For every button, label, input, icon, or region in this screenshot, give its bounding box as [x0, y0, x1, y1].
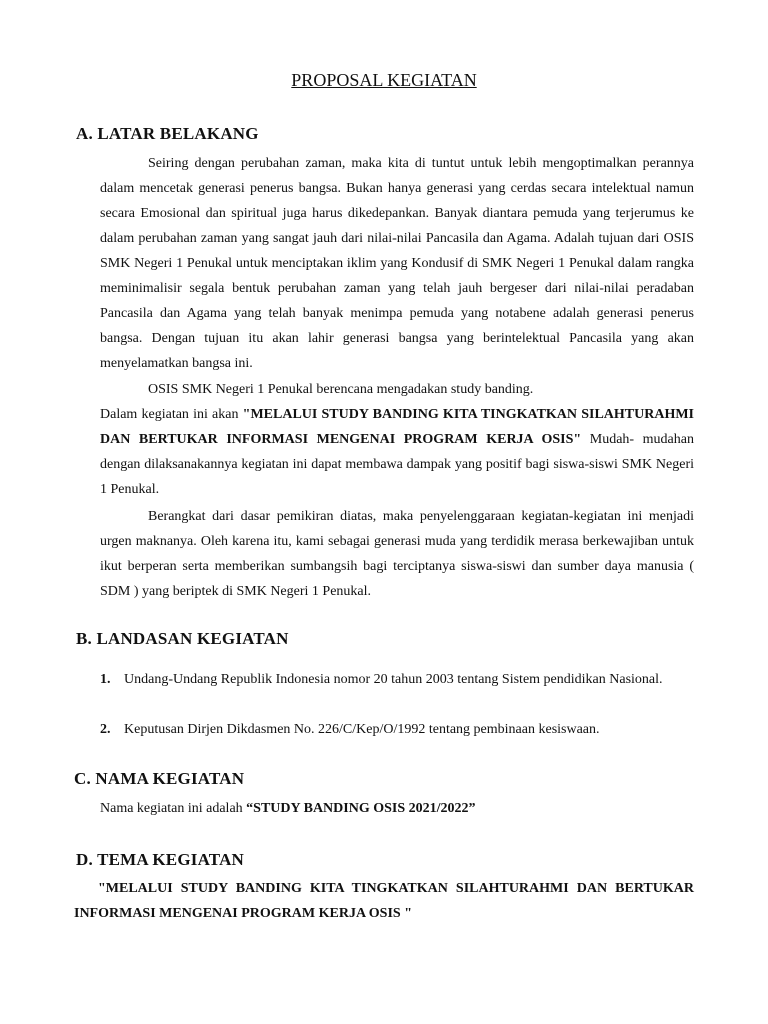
theme-quote: "MELALUI STUDY BANDING KITA TINGKATKAN SILAHTURAHMI DAN BERTUKAR INFORMASI MENGENAI PROGRAM KERJA OSIS" — [100, 407, 694, 447]
paragraph-latar-belakang-4: Berangkat dari dasar pemikiran diatas, maka penyelenggaraan kegiatan-kegiatan ini menjadi urgen maknanya. Oleh karena itu, kami sebagai generasi muda yang terdidik merasa berkewajiban untuk ikut berperan serta memberikan sumbangsih bagi terciptanya siswa-siswi dan sumber daya manusia ( SDM ) yang beriptek di SMK Negeri 1 Penukal. — [100, 509, 694, 599]
heading-landasan-kegiatan: B. LANDASAN KEGIATAN — [76, 629, 289, 648]
list-item: 2. Keputusan Dirjen Dikdasmen No. 226/C/Kep/O/1992 tentang pembinaan kesiswaan. — [100, 722, 600, 737]
document-title: PROPOSAL KEGIATAN — [291, 70, 477, 90]
list-item: 1. Undang-Undang Republik Indonesia nomor 20 tahun 2003 tentang Sistem pendidikan Nasional. — [100, 672, 663, 687]
paragraph-nama-kegiatan: Nama kegiatan ini adalah “STUDY BANDING OSIS 2021/2022” — [100, 801, 476, 816]
paragraph-latar-belakang-1: Seiring dengan perubahan zaman, maka kita di tuntut untuk lebih mengoptimalkan perannya dalam mencetak generasi penerus bangsa. Bukan hanya generasi yang cerdas secara intelektual namun secara Emosional dan spiritual juga harus dikedepankan. Banyak diantara pemuda yang terjerumus ke dalam perubahan zaman yang sangat jauh dari nilai-nilai Pancasila dan Agama. Adalah tujuan dari OSIS SMK Negeri 1 Penukal untuk menciptakan iklim yang Kondusif di SMK Negeri 1 Penukal dalam rangka meminimalisir segala bentuk perubahan zaman yang telah jauh bergeser dari nilai-nilai peradaban Pancasila dan Agama yang telah banyak menimpa pemuda yang notabene adalah generasi penerus bangsa. Dengan tujuan itu akan lahir generasi bangsa yang berintelektual Pancasila yang akan menyelamatkan bangsa ini. — [100, 156, 694, 371]
heading-tema-kegiatan: D. TEMA KEGIATAN — [76, 850, 245, 869]
paragraph-latar-belakang-3: Dalam kegiatan ini akan "MELALUI STUDY BANDING KITA TINGKATKAN SILAHTURAHMI DAN BERTUKAR INFORMASI MENGENAI PROGRAM KERJA OSIS" Mudah- mudahan dengan dilaksanakannya kegiatan ini dapat membawa dampak yang positif bagi siswa-siswi SMK Negeri 1 Penukal. — [100, 407, 694, 497]
activity-name: “STUDY BANDING OSIS 2021/2022” — [246, 801, 476, 816]
paragraph-tema-kegiatan: "MELALUI STUDY BANDING KITA TINGKATKAN SILAHTURAHMI DAN BERTUKAR INFORMASI MENGENAI PROGRAM KERJA OSIS " — [74, 881, 694, 921]
heading-latar-belakang: A. LATAR BELAKANG — [76, 124, 259, 143]
paragraph-latar-belakang-2: OSIS SMK Negeri 1 Penukal berencana mengadakan study banding. — [148, 382, 534, 397]
heading-nama-kegiatan: C. NAMA KEGIATAN — [74, 769, 245, 788]
